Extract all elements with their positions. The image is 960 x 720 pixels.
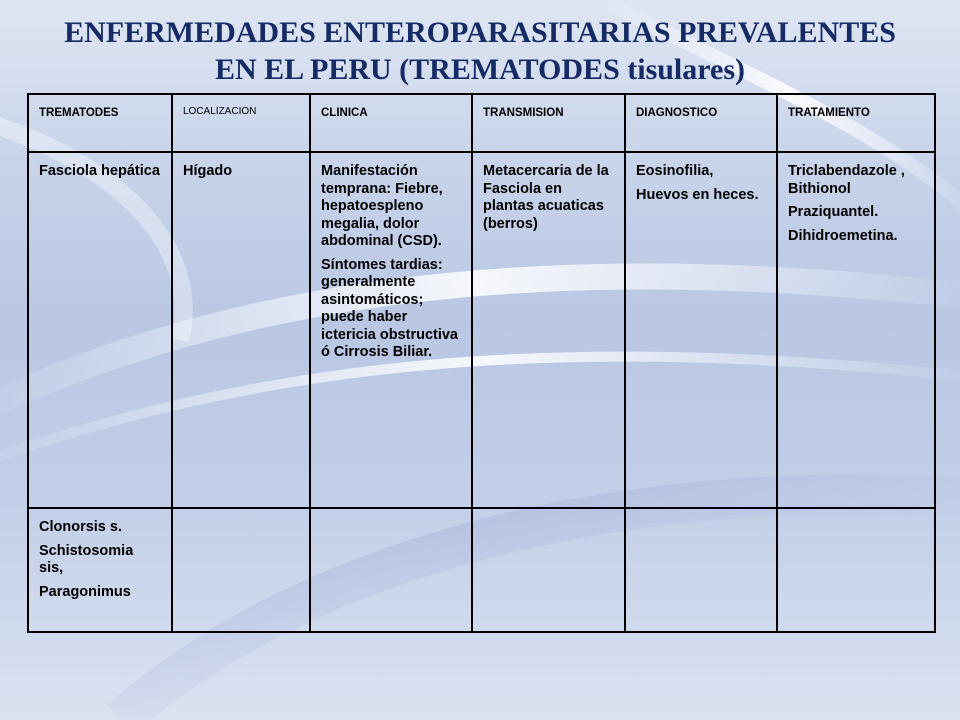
trematode-name: Schistosomia sis, [39,542,134,576]
header-row [28,94,935,152]
header-transmision: TRANSMISION [472,94,625,152]
header-trematodes: TREMATODES [28,94,172,152]
slide-title [20,14,940,88]
transmision-text: Metacercaria de la Fasciola en plantas acuaticas (berros) [483,163,609,232]
cell-transmision [472,508,625,632]
cell-trematode [28,152,172,508]
tratamiento-item: Triclabendazole , Bithionol [788,163,905,197]
cell-tratamiento [777,508,935,632]
header-tratamiento: TRATAMIENTO [777,94,935,152]
clinica-early: Manifestación temprana: Fiebre, hepatoespleno megalia, dolor abdominal (CSD). [321,163,443,249]
diagnostico-item: Eosinofilia, [636,163,714,179]
trematode-name: Clonorsis s. [39,519,122,535]
header-localizacion: LOCALIZACION [172,94,310,152]
trematodes-table [27,93,936,633]
title-line-2: EN EL PERU (TREMATODES tisulares) [214,53,746,86]
localizacion-text: Hígado [183,163,233,179]
cell-diagnostico [625,508,777,632]
table-row [28,152,935,508]
cell-transmision [472,152,625,508]
cell-localizacion [172,508,310,632]
clinica-late: Síntomes tardias: generalmente asintomáticos; puede haber ictericia obstructiva ó Cirrosis Biliar. [321,256,458,360]
header-diagnostico: DIAGNOSTICO [625,94,777,152]
cell-clinica [310,152,472,508]
cell-tratamiento [777,152,935,508]
trematode-name: Fasciola hepática [39,163,160,179]
title-line-1: ENFERMEDADES ENTEROPARASITARIAS PREVALENTES [64,16,896,49]
tratamiento-item: Dihidroemetina. [788,227,898,244]
table-row [28,508,935,632]
cell-trematodes-list [28,508,172,632]
trematode-name: Paragonimus [39,583,131,600]
cell-localizacion [172,152,310,508]
cell-clinica [310,508,472,632]
diagnostico-item: Huevos en heces. [636,186,759,203]
tratamiento-item: Praziquantel. [788,204,879,220]
header-clinica: CLINICA [310,94,472,152]
cell-diagnostico [625,152,777,508]
